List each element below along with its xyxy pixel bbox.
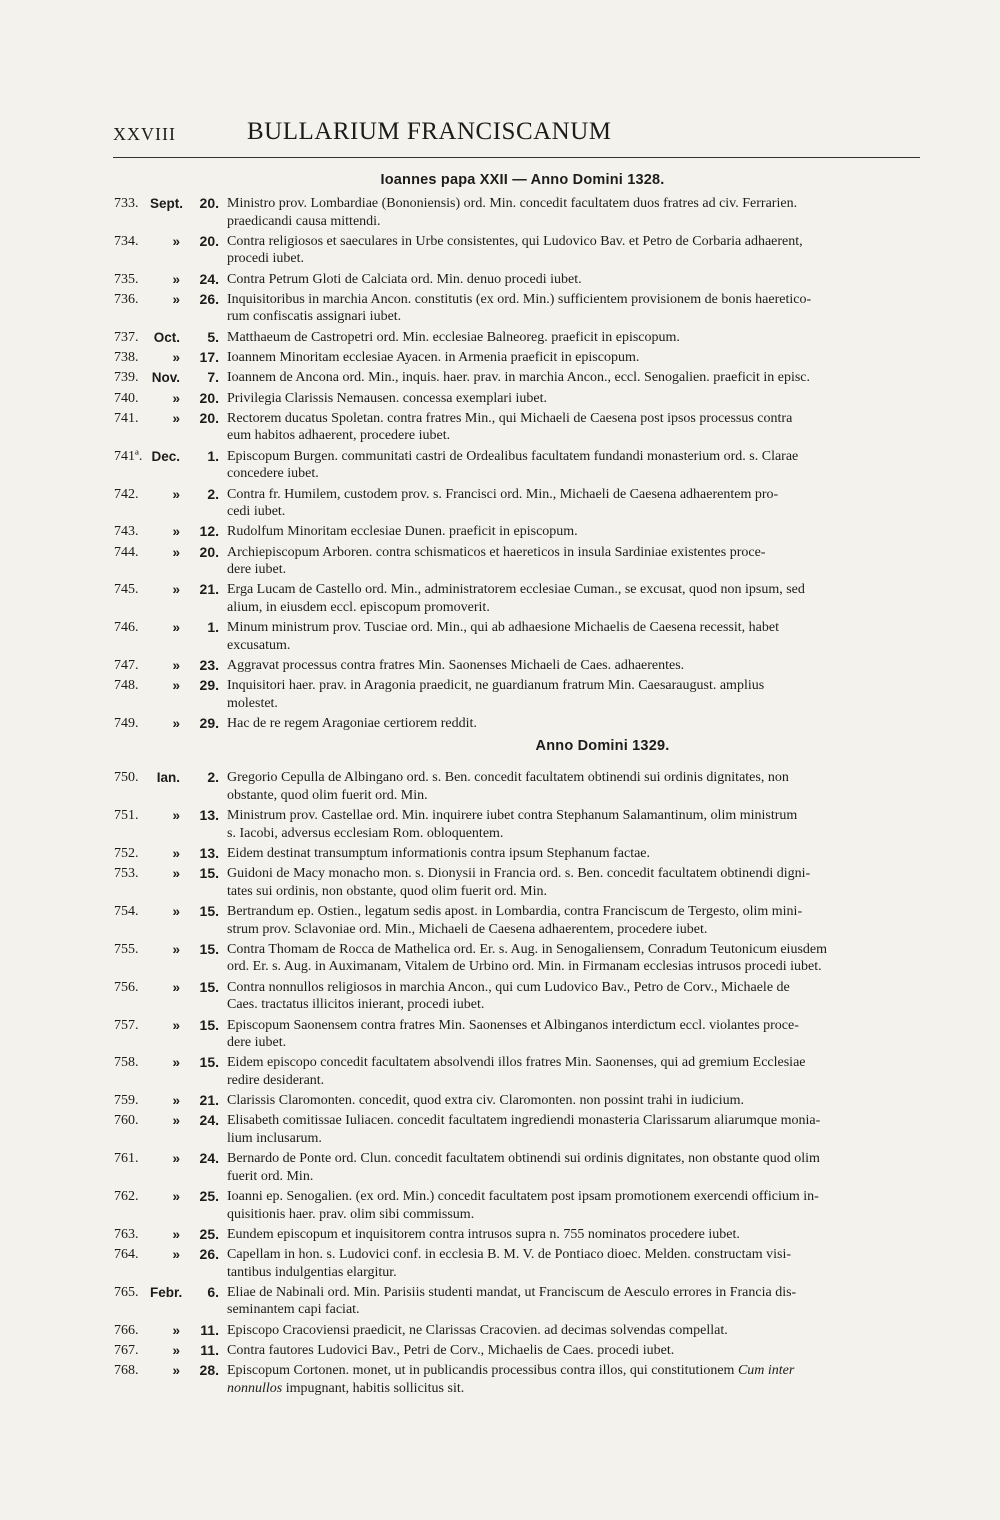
entry-month: Nov. bbox=[151, 370, 180, 386]
entry-text: Ioannem de Ancona ord. Min., inquis. haer. prav. in marchia Ancon., eccl. Senogalien. praeficit in episc. bbox=[227, 370, 811, 386]
entry-text-italic: Cum inter bbox=[737, 1363, 795, 1379]
entry-text: Rectorem ducatus Spoletan. contra fratres Min., qui Michaeli de Caesena post ipsos processus contra eum habitos adhaerent, procedere iubet. bbox=[227, 410, 793, 444]
entry-text: Bertrandum ep. Ostien., legatum sedis apost. in Lombardia, contra Franciscum de Tergesto, olim mini- strum prov. Sclavoniae ord. Min., Michaeli de Caesena adhaerentem, procedere iubet. bbox=[227, 904, 803, 937]
entry-day: 1. bbox=[207, 619, 219, 636]
entry-number: 758. bbox=[114, 1055, 139, 1071]
entry-number: 752. bbox=[114, 846, 139, 861]
entry-number: 763. bbox=[114, 1226, 139, 1242]
entry-month: » bbox=[172, 390, 180, 406]
entry-month: » bbox=[172, 582, 180, 598]
entry-number: 738. bbox=[114, 350, 139, 365]
entry-number: 765. bbox=[114, 1284, 139, 1300]
entry-day: 13. bbox=[199, 807, 219, 824]
entry-month: » bbox=[172, 1363, 180, 1379]
entry-month: » bbox=[172, 678, 180, 694]
entry-text: Privilegia Clarissis Nemausen. concessa exemplari iubet. bbox=[227, 390, 547, 406]
entry-day: 15. bbox=[199, 978, 219, 995]
entry-number: 739. bbox=[114, 370, 139, 386]
entry-number: 760. bbox=[114, 1113, 139, 1129]
entry-text: Eundem episcopum et inquisitorem contra intrusos supra n. 755 nominatos procedere iubet. bbox=[227, 1226, 740, 1242]
entry-day: 15. bbox=[199, 1054, 219, 1071]
entry-month: » bbox=[172, 979, 180, 995]
entry-month: Ian. bbox=[156, 770, 180, 786]
entry-day: 25. bbox=[199, 1188, 219, 1204]
entry-number: 751. bbox=[114, 808, 139, 824]
entry-text: Eidem destinat transumptum informationis contra ipsum Stephanum factae. bbox=[227, 846, 651, 861]
entry-day: 21. bbox=[199, 581, 219, 598]
section-heading-1329: Anno Domini 1329. bbox=[535, 738, 670, 755]
entry-number: 733. bbox=[114, 196, 139, 211]
entry-month: » bbox=[172, 1055, 180, 1071]
entry-number: 766. bbox=[114, 1322, 139, 1338]
entry-number: 747. bbox=[114, 658, 139, 673]
entry-month: Oct. bbox=[153, 329, 180, 345]
entry-text: Inquisitoribus in marchia Ancon. constitutis (ex ord. Min.) sufficientem provisionem de bonis haeretico- rum confiscatis assignari iubet. bbox=[227, 291, 812, 325]
entry-month: » bbox=[172, 291, 180, 307]
entry-number: 759. bbox=[114, 1093, 139, 1109]
entry-day: 20. bbox=[199, 409, 219, 426]
entry-number: 750. bbox=[114, 770, 139, 786]
entry-text: Contra religiosos et saeculares in Urbe consistentes, qui Ludovico Bav. et Petro de Corbaria adhaerent, procedi iubet. bbox=[227, 233, 803, 267]
entry-month: » bbox=[172, 486, 180, 502]
entry-text-part: impugnant, habitis sollicitus sit. bbox=[282, 1380, 465, 1396]
entry-day: 20. bbox=[199, 389, 219, 406]
entry-text: Clarissis Claromonten. concedit, quod extra civ. Claromonten. non possint trahi in iudicium. bbox=[227, 1093, 745, 1109]
entry-month: » bbox=[172, 658, 180, 673]
entry-month: » bbox=[172, 620, 180, 636]
entry-text: Rudolfum Minoritam ecclesiae Dunen. praeficit in episcopum. bbox=[227, 524, 578, 540]
page-number: XXVIII bbox=[113, 124, 176, 144]
entry-month: Sept. bbox=[150, 196, 184, 211]
entry-text: Episcopum Saonensem contra fratres Min. Saonenses et Albinganos interdictum eccl. violantes proce- dere iubet. bbox=[227, 1017, 799, 1050]
header-rule bbox=[113, 157, 920, 158]
entry-text: Minum ministrum prov. Tusciae ord. Min., qui ab adhaesione Michaelis de Caesena recessit, habet excusatum. bbox=[227, 620, 779, 653]
entry-month: » bbox=[172, 1226, 180, 1242]
entry-number: 745. bbox=[114, 582, 139, 598]
entry-day: 24. bbox=[199, 1150, 219, 1167]
entry-text: Eliae de Nabinali ord. Min. Parisiis studenti mandat, ut Franciscum de Aesculo errores in Francia dis- seminantem capi faciat. bbox=[227, 1284, 797, 1318]
entry-text-italic: nonnullos bbox=[227, 1380, 283, 1396]
entry-text: Eidem episcopo concedit facultatem absolvendi illos fratres Min. Saonenses, qui ad gremium Ecclesiae redire desiderant. bbox=[227, 1055, 806, 1088]
entry-day: 6. bbox=[207, 1283, 219, 1300]
entry-number: 748. bbox=[114, 678, 139, 694]
entry-month: » bbox=[172, 846, 180, 861]
entry-text: Ministrum prov. Castellae ord. Min. inquirere iubet contra Stephanum Salamantinum, olim ministrum s. Iacobi, adversus ecclesiam Rom. obloquentem. bbox=[227, 808, 798, 841]
entry-number: 737. bbox=[114, 329, 139, 345]
entry-number: 753. bbox=[114, 866, 139, 882]
entry-day: 2. bbox=[207, 769, 219, 786]
entry-day: 7. bbox=[207, 369, 219, 386]
entry-text: Archiepiscopum Arboren. contra schismaticos et haereticos in insula Sardiniae existentes proce- dere iubet. bbox=[227, 544, 766, 578]
entry-day: 11. bbox=[200, 1321, 219, 1338]
entry-day: 15. bbox=[199, 903, 219, 920]
entry-number: 749. bbox=[114, 716, 139, 732]
entry-month: » bbox=[172, 1247, 180, 1263]
entry-text: Contra fr. Humilem, custodem prov. s. Francisci ord. Min., Michaeli de Caesena adhaerentem pro- cedi iubet. bbox=[227, 486, 779, 519]
entry-month: » bbox=[172, 271, 180, 287]
entry-text: Elisabeth comitissae Iuliacen. concedit facultatem ingrediendi monasteria Clarissarum aliarumque monia- lium inclusarum. bbox=[227, 1113, 821, 1146]
entry-text: Hac de re regem Aragoniae certiorem reddit. bbox=[227, 716, 477, 732]
entry-text: Contra nonnullos religiosos in marchia Ancon., qui cum Ludovico Bav., Petro de Corv., Michaele de Caes. tractatus illicitos inierant, procedi iubet. bbox=[227, 979, 790, 1013]
entry-month: » bbox=[172, 524, 180, 540]
entry-text: Ioanni ep. Senogalien. (ex ord. Min.) concedit facultatem post ipsam promotionem exercendi officium in- quisitionis haer. prav. olim sibi commissum. bbox=[227, 1189, 819, 1222]
entry-number: 736. bbox=[114, 291, 139, 307]
entry-text: Erga Lucam de Castello ord. Min., administratorem ecclesiae Cuman., se excusat, quod non ipsum, sed alium, in eiusdem eccl. episcopum promoverit. bbox=[227, 582, 805, 615]
entry-day: 1. bbox=[207, 447, 219, 464]
entry-day: 25. bbox=[199, 1225, 219, 1242]
entry-day: 29. bbox=[199, 677, 219, 694]
entry-text: Episcopum Burgen. communitati castri de Ordealibus facultatem fundandi monasterium ord. s. Clarae concedere iubet. bbox=[227, 448, 799, 482]
entry-day: 15. bbox=[199, 865, 219, 882]
entry-text: Matthaeum de Castropetri ord. Min. ecclesiae Balneoreg. praeficit in episcopum. bbox=[227, 329, 680, 345]
book-title: BULLARIUM FRANCISCANUM bbox=[247, 118, 612, 145]
entry-number: 755. bbox=[114, 941, 139, 957]
entry-day: 20. bbox=[199, 543, 219, 560]
entry-text: Aggravat processus contra fratres Min. Saonenses Michaeli de Caes. adhaerentes. bbox=[227, 658, 685, 673]
entry-month: » bbox=[172, 1093, 180, 1109]
entry-number: 754. bbox=[114, 904, 139, 920]
entry-day: 15. bbox=[199, 1016, 219, 1033]
entry-number: 740. bbox=[114, 390, 139, 406]
entry-month: » bbox=[172, 1017, 180, 1033]
entry-day: 26. bbox=[199, 290, 219, 307]
entry-month: Dec. bbox=[151, 448, 180, 464]
entry-day: 26. bbox=[199, 1246, 219, 1263]
entry-month: » bbox=[172, 1151, 180, 1167]
entry-month: » bbox=[172, 1343, 180, 1358]
entry-number: 762. bbox=[114, 1189, 139, 1204]
entry-number: 743. bbox=[114, 524, 139, 540]
entry-day: 21. bbox=[199, 1092, 219, 1109]
entry-month: » bbox=[172, 866, 180, 882]
entry-text: Guidoni de Macy monacho mon. s. Dionysii in Francia ord. s. Ben. concedit facultatem obtinendi digni- tates sui ordinis, non obstante, quod olim fuerit ord. Min. bbox=[227, 866, 811, 899]
entry-number: 764. bbox=[114, 1247, 139, 1263]
section-heading-1328: Ioannes papa XXII — Anno Domini 1328. bbox=[380, 172, 665, 188]
entry-day: 28. bbox=[199, 1362, 219, 1379]
entry-text bbox=[227, 1362, 920, 1397]
entry-text: Episcopo Cracoviensi praedicit, ne Clarissas Cracovien. ad decimas solvendas compellat. bbox=[227, 1322, 728, 1338]
entry-number: 735. bbox=[114, 271, 139, 287]
entry-number: 768. bbox=[114, 1363, 139, 1379]
entry-month: » bbox=[172, 233, 180, 249]
entry-number: 757. bbox=[114, 1017, 139, 1033]
entry-month: Febr. bbox=[150, 1284, 183, 1300]
entry-text: Ministro prov. Lombardiae (Bononiensis) ord. Min. concedit facultatem duos fratres ad civ. Ferrarien. praedicandi causa mittendi. bbox=[227, 196, 798, 229]
entry-month: » bbox=[172, 1322, 180, 1338]
running-head bbox=[113, 118, 923, 150]
entry-number: 734. bbox=[114, 233, 139, 249]
entry-month: » bbox=[172, 941, 180, 957]
entry-day: 12. bbox=[199, 523, 219, 540]
entry-month: » bbox=[172, 410, 180, 426]
entry-day: 20. bbox=[199, 195, 219, 211]
entry-month: » bbox=[172, 350, 180, 365]
entry-day: 15. bbox=[199, 940, 219, 957]
entry-month: » bbox=[172, 716, 180, 732]
entry-month: » bbox=[172, 544, 180, 560]
entry-number: 741. bbox=[114, 410, 139, 426]
entry-number: 761. bbox=[114, 1151, 139, 1167]
entry-text: Capellam in hon. s. Ludovici conf. in ecclesia B. M. V. de Pontiaco dioec. Melden. constructam visi- tantibus indulgentias elargitur. bbox=[227, 1247, 792, 1280]
entry-month: » bbox=[172, 904, 180, 920]
entry-month: » bbox=[172, 1113, 180, 1129]
entry-text: Gregorio Cepulla de Albingano ord. s. Ben. concedit facultatem obtinendi sui ordinis dignitates, non obstante, quod olim fuerit ord. Min. bbox=[227, 770, 789, 803]
entry-month: » bbox=[172, 1189, 180, 1204]
entry-day: 24. bbox=[199, 1112, 219, 1129]
entry-number: 767. bbox=[114, 1343, 139, 1358]
entry-day: 13. bbox=[199, 845, 219, 861]
entry-number: 742. bbox=[114, 486, 139, 502]
entry-text: Ioannem Minoritam ecclesiae Ayacen. in Armenia praeficit in episcopum. bbox=[227, 350, 640, 365]
entry-number: 744. bbox=[114, 544, 139, 560]
entry-month: » bbox=[172, 808, 180, 824]
entry-day: 24. bbox=[199, 270, 219, 287]
entry-day: 5. bbox=[207, 328, 219, 345]
entry-number: 746. bbox=[114, 620, 139, 636]
entry-text: Inquisitori haer. prav. in Aragonia praedicit, ne guardianum fratrum Min. Caesaraugust. amplius molestet. bbox=[227, 678, 765, 711]
entry-day: 2. bbox=[207, 485, 219, 502]
entry-text-part: Episcopum Cortonen. monet, ut in publicandis processibus contra illos, qui constitutionem bbox=[227, 1363, 738, 1379]
entry-number: 741ª. bbox=[114, 448, 143, 464]
entry-number: 756. bbox=[114, 979, 139, 995]
entry-day: 20. bbox=[199, 232, 219, 249]
entry-text: Contra fautores Ludovici Bav., Petri de Corv., Michaelis de Caes. procedi iubet. bbox=[227, 1343, 675, 1358]
entry-day: 23. bbox=[199, 657, 219, 673]
entry-text: Contra Thomam de Rocca de Mathelica ord. Er. s. Aug. in Senogaliensem, Conradum Teutonicum eiusdem ord. Er. s. Aug. in Auximanam, Vitalem de Urbino ord. Min. in Firmanam ecclesias intrusos procedi iubet. bbox=[227, 941, 827, 975]
entry-day: 29. bbox=[199, 715, 219, 732]
entry-text: Contra Petrum Gloti de Calciata ord. Min. denuo procedi iubet. bbox=[227, 271, 582, 287]
entry-text: Bernardo de Ponte ord. Clun. concedit facultatem obtinendi sui ordinis dignitates, non obstante quod olim fuerit ord. Min. bbox=[227, 1151, 820, 1184]
entry-day: 11. bbox=[200, 1342, 219, 1358]
entry-day: 17. bbox=[199, 349, 219, 365]
